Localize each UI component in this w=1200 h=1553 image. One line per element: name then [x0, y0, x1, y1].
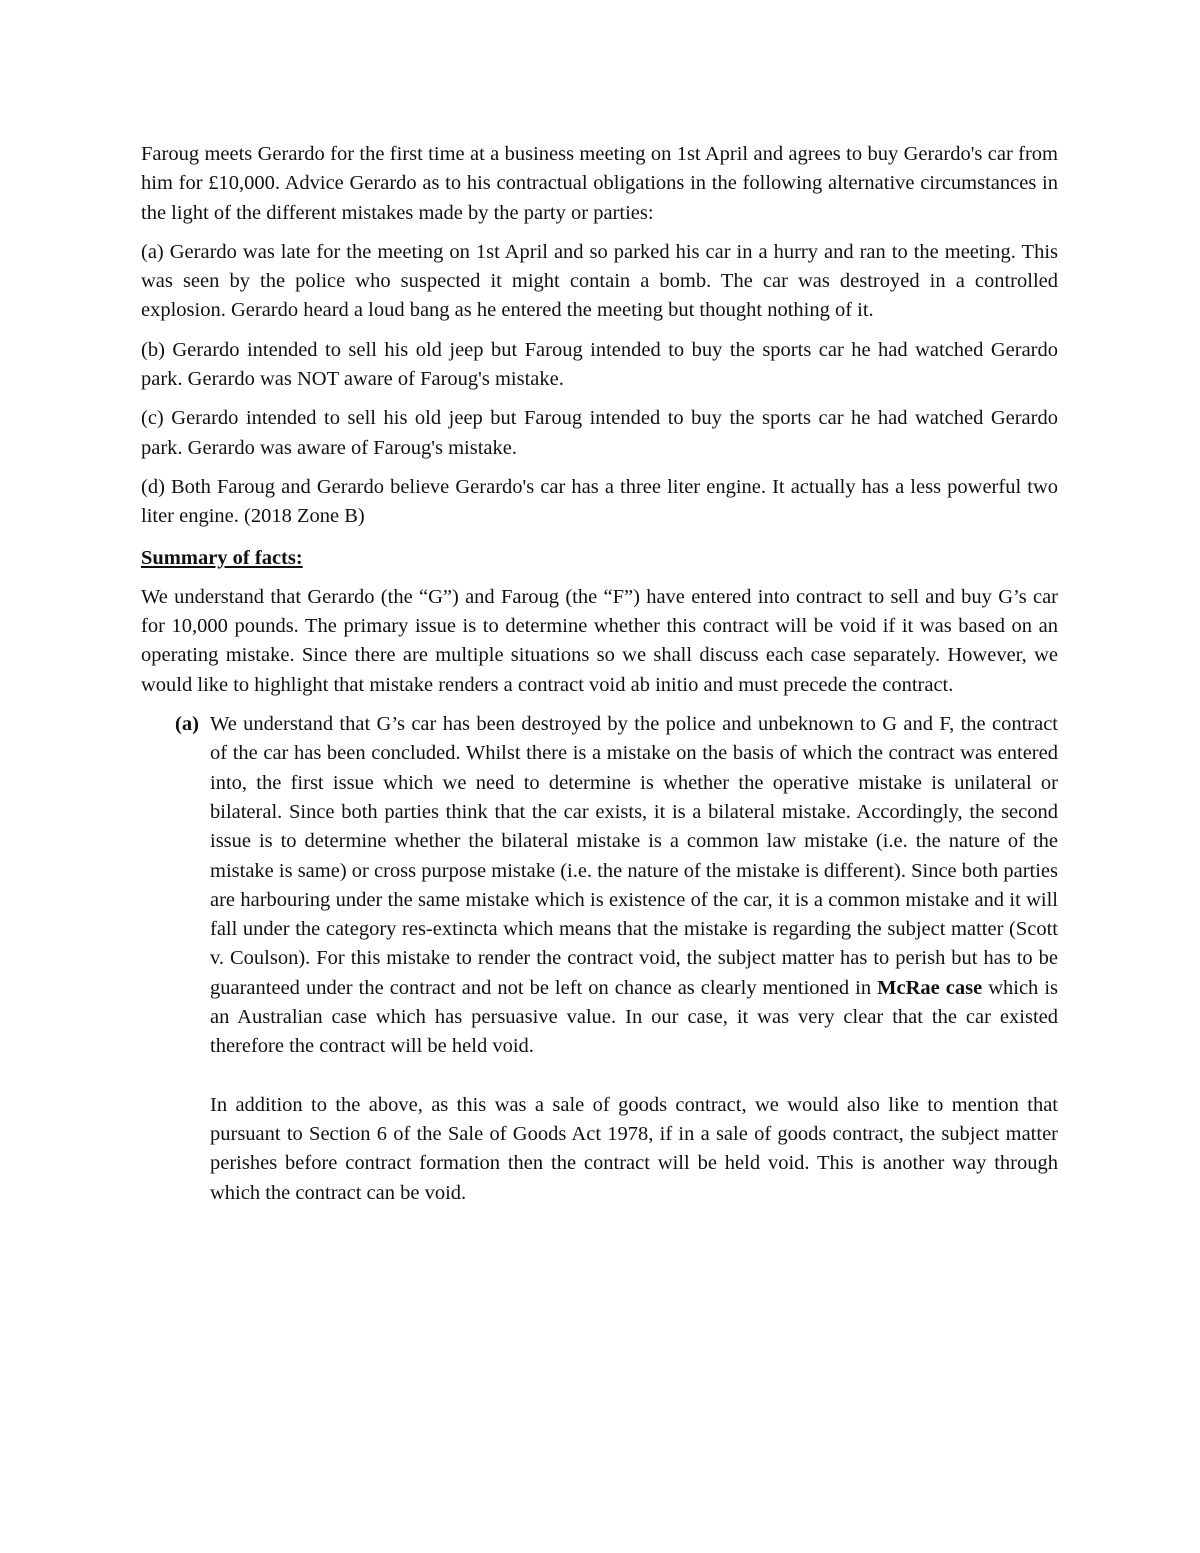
scenario-c: (c) Gerardo intended to sell his old jeep but Faroug intended to buy the sports car he had watched Gerardo park. Gerardo was aware of Faroug's mistake.: [141, 407, 1058, 459]
scenario-d: (d) Both Faroug and Gerardo believe Gerardo's car has a three liter engine. It actually has a less powerful two liter engine. (2018 Zone B): [141, 475, 1058, 528]
summary-heading: Summary of facts:: [141, 546, 303, 569]
question-intro: Faroug meets Gerardo for the first time at a business meeting on 1st April and agrees to buy Gerardo's car from him for £10,000. Advice Gerardo as to his contractual obligations in the following alternative circumstances in the light of the different mistakes made by the party or parties:: [141, 143, 1058, 224]
answer-a-addition: In addition to the above, as this was a sale of goods contract, we would also like to mention that pursuant to Section 6 of the Sale of Goods Act 1978, if in a sale of goods contract, the subject matter perishes before contract formation then the contract will be held void. This is another way through which the contract can be void.: [210, 1093, 1058, 1204]
scenario-b: (b) Gerardo intended to sell his old jeep but Faroug intended to buy the sports car he had watched Gerardo park. Gerardo was NOT aware of Faroug's mistake.: [141, 338, 1058, 391]
answer-a-paragraph: [210, 710, 1058, 1062]
answer-a-text-before-case: We understand that G’s car has been destroyed by the police and unbeknown to G and F, the contract of the car has been concluded. Whilst there is a mistake on the basis of which the contract was entered into, the first issue which we need to determine is whether the operative mistake is unilateral or bilateral. Since both parties think that the car exists, it is a bilateral mistake. Accordingly, the second issue is to determine whether the bilateral mistake is a common law mistake (i.e. the nature of the mistake is same) or cross purpose mistake (i.e. the nature of the mistake is different). Since both parties are harbouring under the same mistake which is existence of the car, it is a common mistake and it will fall under the category res-extincta which means that the mistake is regarding the subject matter (Scott v. Coulson). For this mistake to render the contract void, the subject matter has to perish but has to be guaranteed under the contract and not be left on chance as clearly mentioned in: [210, 713, 1058, 999]
answer-a-text-after-case: which is an Australian case which has persuasive value. In our case, it was very clear that the car existed therefore the contract will be held void.: [210, 976, 1058, 1058]
answer-a: [141, 710, 1058, 1208]
scenario-a: (a) Gerardo was late for the meeting on 1st April and so parked his car in a hurry and ran to the meeting. This was seen by the police who suspected it might contain a bomb. The car was destroyed in a controlled explosion. Gerardo heard a loud bang as he entered the meeting but thought nothing of it.: [141, 240, 1058, 322]
document-page: [141, 140, 1058, 1208]
summary-paragraph: We understand that Gerardo (the “G”) and Faroug (the “F”) have entered into contract to sell and buy G’s car for 10,000 pounds. The primary issue is to determine whether this contract will be void if it was based on an operating mistake. Since there are multiple situations so we shall discuss each case separately. However, we would like to highlight that mistake renders a contract void ab initio and must precede the contract.: [141, 585, 1058, 696]
case-name: McRae case: [877, 976, 983, 999]
answer-a-body: [210, 710, 1058, 1208]
answer-a-label: (a): [175, 713, 199, 736]
